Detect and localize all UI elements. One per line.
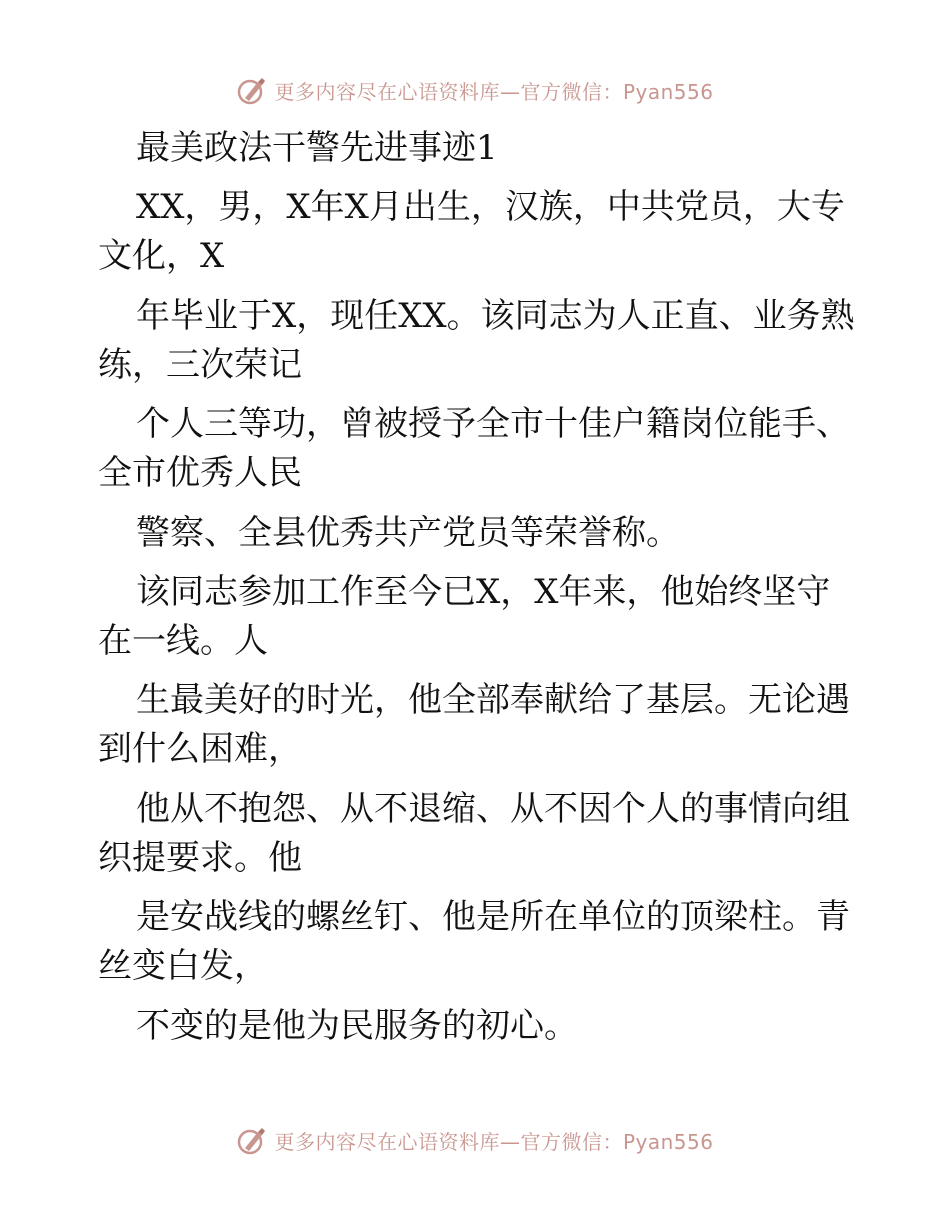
doc-line: 全市优秀人民 [98, 453, 302, 494]
doc-line: 最美政法干警先进事迹1 [136, 128, 498, 168]
doc-line: 个人三等功，曾被授予全市十佳户籍岗位能手、 [136, 404, 850, 445]
doc-line: XX，男，X年X月出生，汉族，中共党员，大专 [136, 187, 845, 228]
doc-line: 生最美好的时光，他全部奉献给了基层。无论遇 [136, 680, 850, 721]
doc-line: 练，三次荣记 [98, 344, 302, 385]
footer-watermark [0, 1120, 950, 1160]
header-watermark [0, 70, 950, 110]
doc-line: 不变的是他为民服务的初心。 [136, 1005, 578, 1046]
doc-line: 他从不抱怨、从不退缩、从不因个人的事情向组 [136, 788, 850, 829]
document-body [98, 126, 858, 1063]
doc-line: 在一线。人 [98, 620, 268, 661]
doc-line: 该同志参加工作至今已X，X年来，他始终坚守 [136, 571, 831, 612]
doc-line: 丝变白发， [98, 946, 268, 987]
doc-line: 年毕业于X，现任XX。该同志为人正直、业务熟 [136, 295, 855, 336]
doc-line: 到什么困难， [98, 729, 302, 770]
watermark-text: 更多内容尽在心语资料库—官方微信：Pyan556 [274, 79, 714, 104]
doc-line: 织提要求。他 [98, 837, 302, 878]
doc-line: 是安战线的螺丝钉、他是所在单位的顶梁柱。青 [136, 897, 850, 938]
pen-logo-icon [236, 1124, 268, 1156]
doc-line: 文化，X [98, 236, 225, 277]
watermark-text: 更多内容尽在心语资料库—官方微信：Pyan556 [274, 1129, 714, 1154]
doc-line: 警察、全县优秀共产党员等荣誉称。 [136, 512, 680, 553]
pen-logo-icon [236, 74, 268, 106]
